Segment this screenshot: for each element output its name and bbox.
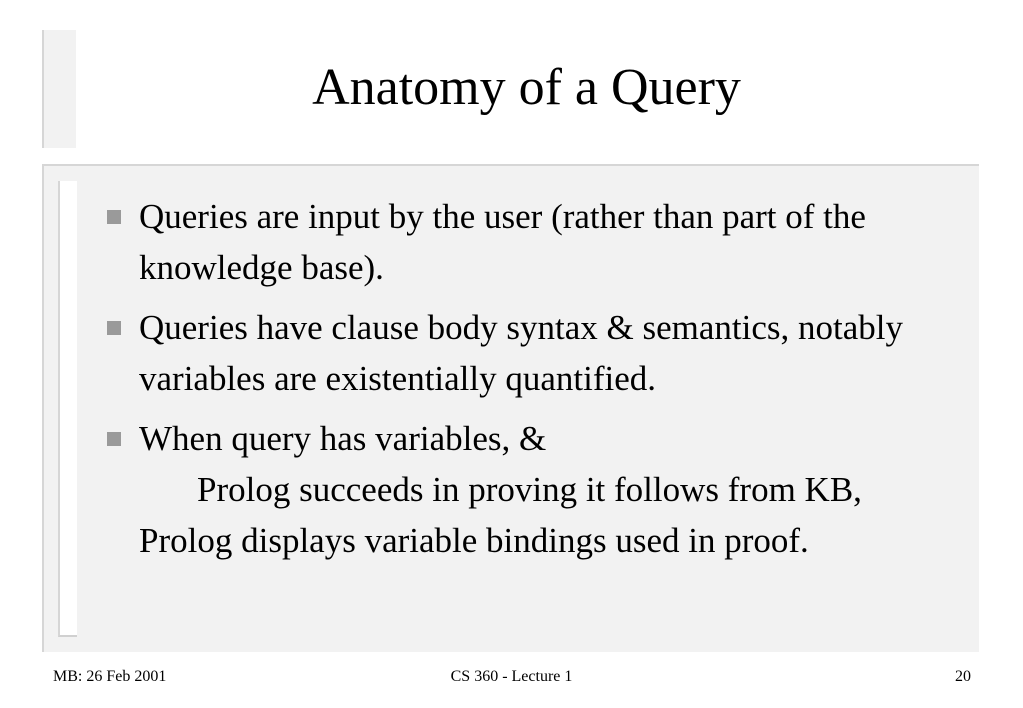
slide-title: Anatomy of a Query	[312, 59, 741, 116]
bullet-text: Queries are input by the user (rather than part of the knowledge base).	[139, 197, 866, 287]
footer-page-number: 20	[955, 668, 971, 685]
bullet-text-continuation: Prolog succeeds in proving it follows from KB, Prolog displays variable bindings used in proof.	[139, 470, 862, 560]
bullet-text: When query has variables, &	[139, 419, 547, 458]
footer-date: MB: 26 Feb 2001	[53, 668, 167, 685]
bullet-item	[100, 413, 960, 566]
bullet-item	[100, 191, 960, 293]
bullet-item	[100, 302, 960, 404]
footer-course: CS 360 - Lecture 1	[450, 668, 573, 685]
square-bullet-icon	[107, 321, 121, 335]
square-bullet-icon	[107, 210, 121, 224]
bullet-list	[100, 191, 960, 575]
bullet-text: Queries have clause body syntax & semantics, notably variables are existentially quantified.	[139, 308, 903, 398]
square-bullet-icon	[107, 432, 121, 446]
content-decoration-bar	[58, 181, 77, 637]
